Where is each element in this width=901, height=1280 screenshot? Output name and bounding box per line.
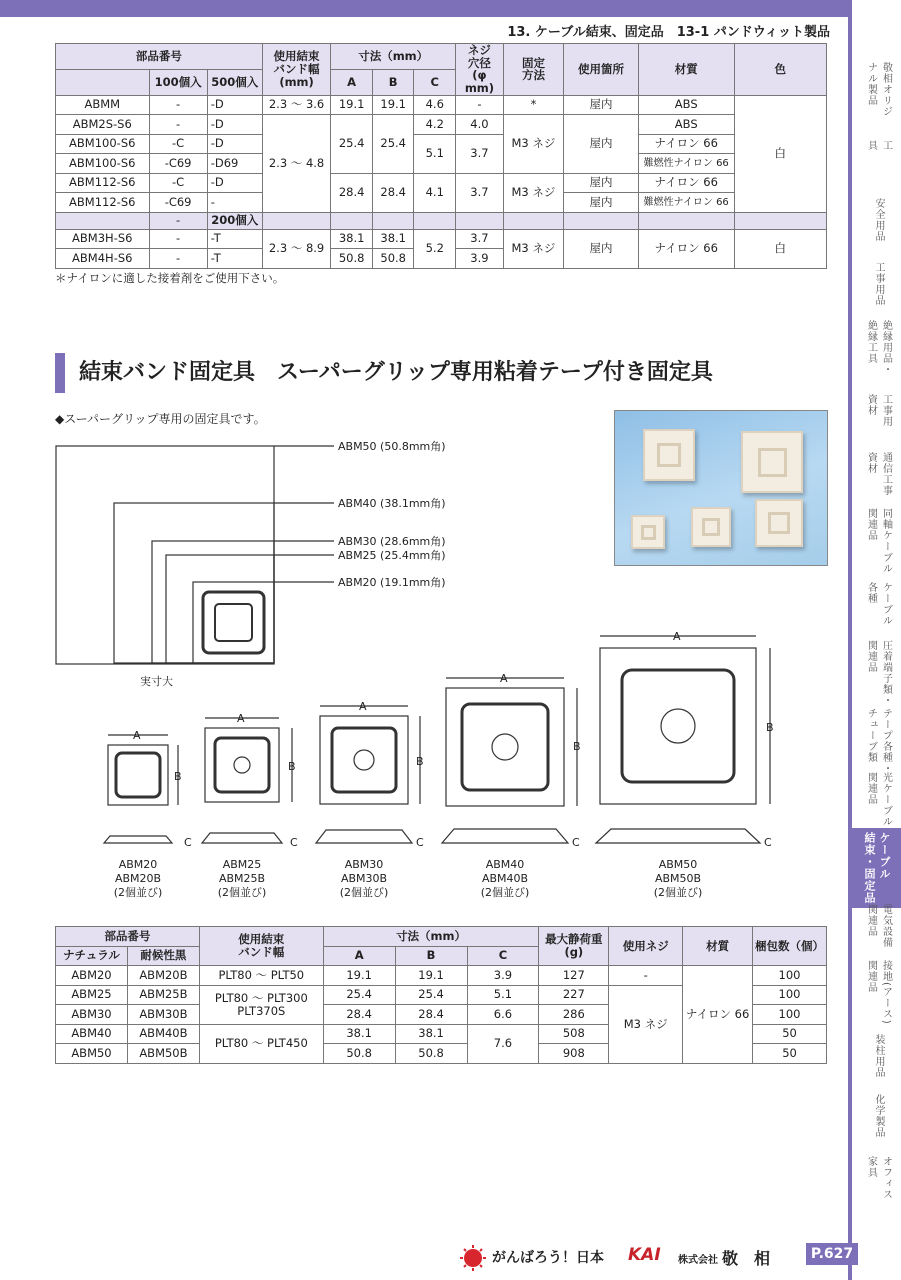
table-row: ABM50 ABM50B 50.8 50.8 908 50	[56, 1044, 827, 1064]
adhesive-note: ＊ナイロンに適した接着剤をご使用下さい。	[55, 271, 285, 285]
sidebar-item-safety[interactable]: 安全用品	[873, 198, 884, 242]
model-label-abm40: ABM40	[485, 858, 525, 871]
th-color: 色	[734, 44, 827, 96]
svg-text:(2個並び): (2個並び)	[113, 886, 163, 899]
abm25-side	[202, 833, 282, 843]
table-row: ABM3H-S6 - -T 2.3 ～ 8.9 38.1 38.1 5.2 3.7 M3 ネジ 屋内 ナイロン 66 白	[56, 229, 827, 249]
table-row: ABM112-S6 -C -D 28.4 28.4 4.1 3.7 M3 ネジ 屋内 ナイロン 66	[56, 173, 827, 193]
sidebar-item-original[interactable]: 敬相オリジ ナル製品	[865, 62, 892, 117]
abm30-side	[316, 830, 412, 843]
th-screw-hole: ネジ 穴径 (φ mm)	[456, 44, 504, 96]
svg-text:(2個並び): (2個並び)	[339, 886, 389, 899]
th-material: 材質	[638, 44, 734, 96]
svg-text:ABM50B: ABM50B	[654, 872, 702, 885]
sidebar-item-telecom[interactable]: 通信工事 資材	[865, 452, 892, 496]
table-row: ABM2S-S6 - -D 2.3 ～ 4.8 25.4 25.4 4.2 4.0 M3 ネジ 屋内 ABS	[56, 115, 827, 135]
svg-text:C: C	[416, 836, 424, 849]
th-fix-method: 固定 方法	[503, 44, 563, 96]
table-row: ABM40 ABM40B PLT80 ～ PLT450 38.1 38.1 7.6 508 50	[56, 1024, 827, 1044]
actual-size-label: 実寸大	[140, 675, 173, 688]
svg-text:B: B	[174, 770, 182, 783]
svg-text:C: C	[572, 836, 580, 849]
sidebar-item-terminals[interactable]: 圧着端子類・ 関連品	[865, 640, 892, 706]
sidebar-item-coax[interactable]: 同軸ケーブル 関連品	[865, 508, 892, 574]
th2-c: C	[467, 946, 539, 966]
callout-abm40: ABM40 (38.1mm角)	[338, 497, 446, 510]
svg-text:B: B	[288, 760, 296, 773]
th2-dims: 寸法（mm）	[323, 927, 539, 947]
th2-part-no: 部品番号	[56, 927, 200, 947]
page-header-title: 13. ケーブル結束、固定品 13-1 パンドウィット製品	[507, 25, 830, 40]
sidebar-item-grounding[interactable]: 接地(アース) 関連品	[865, 960, 892, 1025]
abm25-outline	[166, 555, 274, 663]
sidebar-item-insulation[interactable]: 絶縁用品・ 絶縁工具	[865, 320, 892, 375]
svg-text:B: B	[573, 740, 581, 753]
sidebar-item-cable-fixing[interactable]: ケーブル 結束・固定品	[852, 828, 901, 908]
svg-text:B: B	[766, 721, 774, 734]
th2-material: 材質	[683, 927, 753, 966]
svg-text:(2個並び): (2個並び)	[480, 886, 530, 899]
table-row: ABMM - -D 2.3 ～ 3.6 19.1 19.1 4.6 - * 屋内 ABS 白	[56, 95, 827, 115]
th2-band: 使用結束 バンド幅	[199, 927, 323, 966]
svg-text:A: A	[673, 630, 681, 643]
page-number: P.627	[806, 1243, 858, 1265]
table-row: ABM30 ABM30B 28.4 28.4 6.6 286 100	[56, 1005, 827, 1025]
table-row: ABM100-S6 -C69 -D69 難燃性ナイロン 66	[56, 154, 827, 174]
callout-abm50: ABM50 (50.8mm角)	[338, 440, 446, 453]
slogan: がんばろう！日本	[492, 1250, 604, 1266]
th2-pack: 梱包数（個）	[753, 927, 827, 966]
kai-logo: KAI	[628, 1245, 661, 1265]
svg-text:B: B	[416, 755, 424, 768]
intro-text: ◆スーパーグリップ専用の固定具です。	[55, 412, 266, 426]
color-cell: 白	[734, 95, 827, 212]
sidebar-item-optical[interactable]: 光ケーブル 関連品	[865, 772, 892, 827]
model-label-abm50: ABM50	[658, 858, 698, 871]
svg-text:(2個並び): (2個並び)	[653, 886, 703, 899]
sun-logo-icon	[460, 1245, 486, 1271]
model-label-abm30: ABM30	[344, 858, 384, 871]
svg-text:C: C	[764, 836, 772, 849]
sidebar-item-cables[interactable]: ケーブル 各種	[865, 582, 892, 626]
th-qty100: 100個入	[149, 69, 207, 95]
abm40-side	[442, 829, 568, 843]
sidebar-item-pole[interactable]: 装柱用品	[873, 1034, 884, 1078]
sidebar-item-electrical[interactable]: 電気設備 関連品	[865, 904, 892, 948]
svg-text:ABM20B: ABM20B	[114, 872, 162, 885]
category-sidebar	[848, 0, 901, 1280]
sidebar-item-office[interactable]: オフィス 家具	[865, 1156, 892, 1200]
sidebar-item-chemical[interactable]: 化学製品	[873, 1094, 884, 1138]
abm50-side	[596, 829, 760, 843]
footer	[460, 1243, 840, 1273]
callout-abm30: ABM30 (28.6mm角)	[338, 535, 446, 548]
company-name: 敬 相	[722, 1249, 771, 1268]
sidebar-item-construction-materials[interactable]: 工事用 資材	[865, 394, 892, 427]
svg-text:ABM25B: ABM25B	[218, 872, 266, 885]
sidebar-item-construction[interactable]: 工事用品	[873, 262, 884, 306]
table-band-row: - 200個入	[56, 212, 827, 229]
svg-text:ABM30B: ABM30B	[340, 872, 388, 885]
company-prefix: 株式会社	[678, 1255, 718, 1266]
abm20-side	[104, 836, 172, 843]
callout-abm25: ABM25 (25.4mm角)	[338, 549, 446, 562]
th-dims: 寸法（mm）	[331, 44, 456, 70]
th-c: C	[414, 69, 456, 95]
th-qty500: 500個入	[207, 69, 262, 95]
svg-text:(2個並び): (2個並び)	[217, 886, 267, 899]
svg-text:A: A	[133, 729, 141, 742]
table-row: ABM20 ABM20B PLT80 ～ PLT50 19.1 19.1 3.9 127 - ナイロン 66 100	[56, 966, 827, 986]
th2-b: B	[395, 946, 467, 966]
callout-abm20: ABM20 (19.1mm角)	[338, 576, 446, 589]
th-band-width: 使用結束 バンド幅 (mm)	[262, 44, 331, 96]
svg-text:C: C	[184, 836, 192, 849]
abm40-outline	[114, 503, 274, 663]
model-label-abm25: ABM25	[222, 858, 262, 871]
th2-a: A	[323, 946, 395, 966]
sidebar-line	[848, 0, 852, 1280]
th-b: B	[372, 69, 414, 95]
th-a: A	[331, 69, 373, 95]
svg-text:C: C	[290, 836, 298, 849]
sidebar-item-tapes[interactable]: テープ各種・ チューブ類	[865, 708, 892, 774]
th-place: 使用箇所	[564, 44, 639, 96]
sidebar-item-tools[interactable]: 工 具	[865, 140, 892, 151]
abm30-outline	[152, 541, 274, 663]
spec-table-2	[55, 926, 827, 1064]
th2-load: 最大静荷重 (g)	[539, 927, 609, 966]
th2-natural: ナチュラル	[56, 946, 128, 966]
svg-text:ABM40B: ABM40B	[481, 872, 529, 885]
table-row: ABM25 ABM25B PLT80 ～ PLT300 PLT370S 25.4 25.4 5.1 227 M3 ネジ 100	[56, 985, 827, 1005]
table-row: ABM112-S6 -C69 - 屋内 難燃性ナイロン 66	[56, 193, 827, 213]
table-row: ABM4H-S6 - -T 50.8 50.8 3.9	[56, 249, 827, 269]
th2-weather: 耐候性黒	[127, 946, 199, 966]
th2-screw: 使用ネジ	[609, 927, 683, 966]
th-part-no: 部品番号	[56, 44, 263, 70]
section-title: 結束バンド固定具 スーパーグリップ専用粘着テープ付き固定具	[55, 353, 827, 393]
svg-text:A: A	[359, 700, 367, 713]
model-label-abm20: ABM20	[118, 858, 158, 871]
svg-text:A: A	[237, 712, 245, 725]
table-row: ABM100-S6 -C -D 5.1 3.7 ナイロン 66	[56, 134, 827, 154]
svg-text:A: A	[500, 672, 508, 685]
